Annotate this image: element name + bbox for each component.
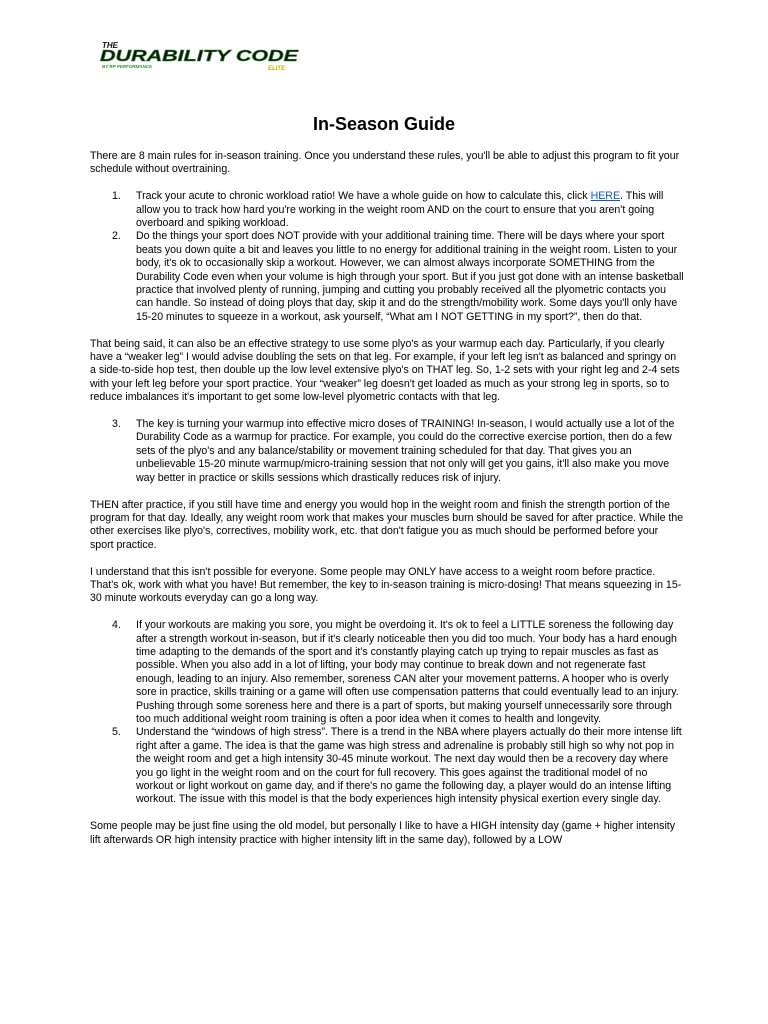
rule-text-end: . This will allow you to track how hard you're working in the weight room AND on the court to ensure that you aren't going overboard and spiking workload. (136, 190, 664, 230)
understand-paragraph: I understand that this isn't possible for everyone. Some people may ONLY have access to a weight room before practice. That's ok, work with what you have! But remember, the key to in-season training is micro-dosing! That means squeezing in 15-30 minute workouts everyday can go a long way. (90, 565, 682, 605)
rule-number: 3. (112, 418, 121, 431)
rule-text-start: Track your acute to chronic workload ratio! We have a whole guide on how to calculate this, click (136, 190, 591, 203)
rule-number: 1. (112, 190, 121, 203)
logo-tag: ELITE (268, 66, 286, 72)
rules-list-1 (90, 190, 684, 324)
logo-main-text: DURABILITY CODE (100, 48, 300, 65)
rule-text: The key is turning your warmup into effective micro doses of TRAINING! In-season, I would actually use a lot of the Durability Code as a warmup for practice. For example, you could do the corrective exercise portion, then do a few sets of the plyo's and any balance/stability or movement training scheduled for that day. That gives you an unbelievable 15-20 minute warmup/micro-training session that not only will get you gains, it'll also make you move way better in practice or skills sessions which drastically reduces risk of injury. (136, 418, 675, 484)
rule-text: Understand the “windows of high stress”. There is a trend in the NBA where players actually do their more intense lift right after a game. The idea is that the game was high stress and adrenaline is probably still high so why not pop in the weight room and get a high intensity 30-45 minute workout. The next day would then be a recovery day where you go light in the weight room and on the court for full recovery. This goes against the traditional model of no workout or light workout on game day, and if there's no game the following day, a player would do an intense lifting workout. The issue with this model is that the body experiences high intensity physical exertion every single day. (136, 726, 682, 806)
rule-number: 4. (112, 619, 121, 632)
then-paragraph: THEN after practice, if you still have time and energy you would hop in the weight room and finish the strength portion of the program for that day. Ideally, any weight room work that makes your muscles burn should be saved for after practice. While the other exercises like plyo's, correctives, mobility work, etc. that don't fatigue you as much should be performed before your sport practice. (90, 498, 684, 551)
page-title: In-Season Guide (312, 114, 456, 134)
logo-small-text: THE (102, 41, 118, 50)
here-link[interactable]: HERE (590, 190, 621, 203)
rule-number: 2. (112, 230, 121, 243)
rules-list-3 (90, 619, 684, 807)
rule-number: 5. (112, 726, 121, 739)
plyo-paragraph: That being said, it can also be an effective strategy to use some plyo's as your warmup each day. Particularly, if you clearly have a “weaker leg” I would advise doubling the sets on that leg. For example, if your left leg isn't as balanced and springy on a side-to-side hop test, then double up the low level extensive plyo's on THAT leg. So, 1-2 sets with your right leg and 2-4 sets with your left leg before your sport practice. Your “weaker” leg doesn't get loaded as much as your strong leg in sports, so to reduce imbalances it's important to get some low-level plyometric contacts with that leg. (90, 337, 680, 404)
rule-item (90, 190, 684, 230)
rule-item (90, 418, 684, 485)
document-body (90, 150, 684, 860)
logo-byline: BY RP PERFORMANCE (102, 64, 153, 69)
rule-item (90, 230, 684, 324)
rule-text: If your workouts are making you sore, you might be overdoing it. It's ok to feel a LITTLE soreness the following day after a strength workout in-season, but if it's clearly noticeable then you did too much. Your body has a hard enough time adapting to the demands of the sport and it's constantly playing catch up trying to repair muscles as fast as possible. When you also add in a lot of lifting, your body may continue to break down and not regenerate fast enough, leading to an injury. Also remember, soreness CAN alter your movement patterns. A hooper who is overly sore in practice, skills training or a game will often use compensation patterns that could eventually lead to an injury. Pushing through some soreness here and there is a part of sports, but making yourself unnecessarily sore through too much additional weight room training is often a poor idea when it comes to health and longevity. (136, 619, 679, 725)
rule-item (90, 726, 684, 806)
rule-item (90, 619, 684, 726)
rules-list-2 (90, 418, 684, 485)
rule-text: Do the things your sport does NOT provide with your additional training time. There will be days where your sport beats you down quite a bit and leaves you little to no energy for additional training in the weight room. Listen to your body, it's ok to occasionally skip a workout. However, we can almost always incorporate SOMETHING from the Durability Code even when your volume is high through your sport. But if you just got done with an intense basketball practice that involved plenty of running, jumping and cutting you probably received all the plyometric contacts you can handle. So instead of doing ploys that day, skip it and do the strength/mobility work. Some days you'll only have 15-20 minutes to squeeze in a workout, ask yourself, “What am I NOT GETTING in my sport?”, then do that. (136, 230, 684, 323)
last-paragraph: Some people may be just fine using the old model, but personally I like to have a HIGH intensity day (game + higher intensity lift afterwards OR high intensity practice with higher intensity lift in the same day), followed by a LOW (90, 820, 676, 846)
intro-paragraph: There are 8 main rules for in-season training. Once you understand these rules, you'll be able to adjust this program to fit your schedule without overtraining. (90, 150, 680, 176)
durability-code-logo (100, 40, 300, 74)
